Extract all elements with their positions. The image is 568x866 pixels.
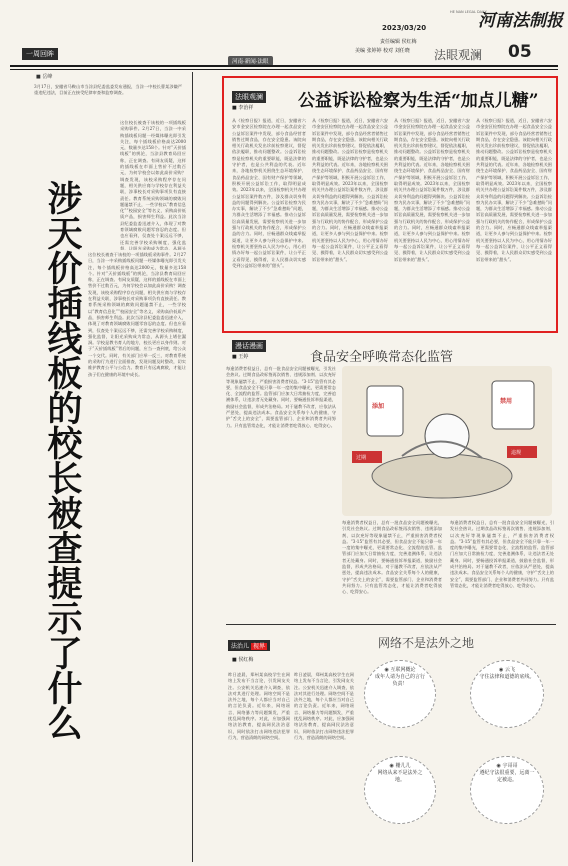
left-headline: 涉天价插线板的校长被查提示了什么	[42, 180, 83, 740]
feature-col4: 从《检察日报》报道，近日，安徽省六安市金安区检察院在办理一起食品安全公益诉讼案件中发现，部分食品经营者销售过期食品，存在安全隐患。该院向相关行政机关发出诊前检察建议，督促依法履职，推动问题整改。公益诉讼检察是检察机关的重要职能，既是法律的守护者，也是公共利益的代表。近年来，各地检察机关围绕生态环境保护、食品药品安全、国有财产保护等领域，积极开展公益诉讼工作，取得明显成效。2023年以来，全国检察机关共办理公益诉讼案件数万件，涉及群众切身利益的问题得到解决。公益诉讼检察为民办实事，解决了不少“急难愁盼”问题，为群众生活增添了幸福感。推动公益诉讼高质量发展，需要检察机关进一步加强与行政机关的协作配合，形成保护公益的合力。同时，应畅通群众线索举报渠道，让更多人参与到公益保护中来。检察机关要坚持以人民为中心，用心用情办好每一起公益诉讼案件，让公平正义看得见、摸得着，让人民群众切实感受到公益诉讼带来的“甜头”。	[476, 118, 552, 262]
comment-bubble-1	[364, 660, 436, 728]
feature-headline: 公益诉讼检察为生活“加点儿糖”	[298, 91, 539, 111]
cartoon-label-4: 违规	[511, 450, 522, 456]
left-body-col2: 这位校长被查于该校的一项插线板采购事件。2月27日，当涂一中采购插线板问题一经媒体曝光即引发关注，每个插线板价格高达2000元，数量多达158个。针对“天价插线板”的舆论，当涂县教育局回应称，正在调查。有网友质疑，这样的插线板在市面上售价不过数百元，为何学校会以如此高价采购？调查发现，该校采购程序存在问题，相关供应商与学校存在利益关联，涉事校长对采购事项负有直接责任。教育系统采购领域的腐败问题屡禁不止，一些学校以“教育信息化”“校园安全”等名义，采购高价低质产品，损害师生利益。此次当涂县纪委监委迅速介入，体现了对教育领域腐败问题零容忍的态度。但也应看到，仅查处个案远远不够，还需完善学校采购制度，强化监督，让阳光采购成为常态，从源头上堵住漏洞。学校是教书育人的地方，校长更应以身作则。对于“天价插线板”背后的问题，应当一查到底，给公众一个交代。同时，有关部门应举一反三，对教育系统的采购行为进行全面排查，发现问题及时整改，切实维护教育公平与公信力。教育只有远离腐败，才能让孩子们在健康的环境中成长。	[88, 252, 186, 377]
column-divider-1	[192, 72, 193, 862]
food-col2: 每逢消费者权益日，总有一批食品安全问题被曝光，引发社会热议。过期食品改标签再次销售、违规添加剂、以次充好等现象屡禁不止，严重损害消费者权益。“3·15”监管有其必要，但食品安全不能只靠一年一度的集中曝光，更需要常态化、全流程的监管。监管部门应加大日常抽检力度，完善追溯体系，让违法者无处藏身。同时，要畅通投诉举报渠道，鼓励社会监督，形成共治格局。对于屡教不改者，应依法从严惩处，提高违法成本。食品安全关系每个人的健康，守护“舌尖上的安全”，需要监管部门、企业和消费者共同努力。只有监管常态化，才能让消费者吃得放心、吃得安心。	[342, 520, 442, 595]
food-author: ■ 王婷	[232, 354, 249, 360]
feature-author: ■ 李治祥	[232, 105, 254, 111]
food-tag: 漫话漫画	[232, 340, 266, 352]
comment-user-2: ◉ 云飞	[499, 667, 515, 673]
left-author: ■ 岳峰	[36, 74, 53, 80]
food-headline: 食品安全呼唤常态化监管	[310, 350, 454, 365]
editors-1: 责任编辑 侯红梅	[380, 39, 417, 45]
internet-tag: 法治儿 视界	[228, 640, 270, 651]
comment-user-4: ◉ 宇哥哥	[496, 763, 518, 769]
comment-user-3: ◉ 栅儿儿	[389, 763, 411, 769]
feature-col2: 从《检察日报》报道，近日，安徽省六安市金安区检察院在办理一起食品安全公益诉讼案件中发现，部分食品经营者销售过期食品，存在安全隐患。该院向相关行政机关发出诊前检察建议，督促依法履职，推动问题整改。公益诉讼检察是检察机关的重要职能，既是法律的守护者，也是公共利益的代表。近年来，各地检察机关围绕生态环境保护、食品药品安全、国有财产保护等领域，积极开展公益诉讼工作，取得明显成效。2023年以来，全国检察机关共办理公益诉讼案件数万件，涉及群众切身利益的问题得到解决。公益诉讼检察为民办实事，解决了不少“急难愁盼”问题，为群众生活增添了幸福感。推动公益诉讼高质量发展，需要检察机关进一步加强与行政机关的协作配合，形成保护公益的合力。同时，应畅通群众线索举报渠道，让更多人参与到公益保护中来。检察机关要坚持以人民为中心，用心用情办好每一起公益诉讼案件，让公平正义看得见、摸得着，让人民群众切实感受到公益诉讼带来的“甜头”。	[312, 118, 388, 262]
cartoon-illustration	[342, 366, 552, 516]
food-cartoon	[342, 366, 552, 516]
internet-col2: 昨日凌晨，郑州某高校学生在网络上发布不当言论，引发网友关注。公安机关迅速介入调查，依法对其进行处理。网络空间不是法外之地，每个人都应当对自己的言论负责。近年来，网络谣言、网络暴力等问题频发，严重扰乱网络秩序。对此，应加强网络法治教育，提高网民法治意识，同时依法打击网络违法犯罪行为，营造清朗的网络空间。	[294, 672, 354, 740]
cartoon-label-2: 添加	[372, 403, 385, 410]
food-rule	[226, 624, 556, 625]
comment-bubble-4	[470, 756, 544, 824]
left-body-col1: 这位校长被查于该校的一项插线板采购事件。2月27日，当涂一中采购插线板问题一经媒体曝光即引发关注，每个插线板价格高达2000元，数量多达158个。针对“天价插线板”的舆论，当涂县教育局回应称，正在调查。有网友质疑，这样的插线板在市面上售价不过数百元，为何学校会以如此高价采购？调查发现，该校采购程序存在问题，相关供应商与学校存在利益关联，涉事校长对采购事项负有直接责任。教育系统采购领域的腐败问题屡禁不止，一些学校以“教育信息化”“校园安全”等名义，采购高价低质产品，损害师生利益。此次当涂县纪委监委迅速介入，体现了对教育领域腐败问题零容忍的态度。但也应看到，仅查处个案远远不够，还需完善学校采购制度，强化监督，让阳光采购成为常态，从源头	[120, 120, 186, 250]
food-col1: 每逢消费者权益日，总有一批食品安全问题被曝光，引发社会热议。过期食品改标签再次销售、违规添加剂、以次充好等现象屡禁不止，严重损害消费者权益。“3·15”监管有其必要，但食品安全不能只靠一年一度的集中曝光，更需要常态化、全流程的监管。监管部门应加大日常抽检力度，完善追溯体系，让违法者无处藏身。同时，要畅通投诉举报渠道，鼓励社会监督，形成共治格局。对于屡教不改者，应依法从严惩处，提高违法成本。食品安全关系每个人的健康，守护“舌尖上的安全”，需要监管部门、企业和消费者共同努力。只有监管常态化，才能让消费者吃得放心、吃得安心。	[226, 366, 336, 428]
internet-headline: 网络不是法外之地	[378, 636, 475, 650]
issue-date: 2023/03/20	[382, 24, 427, 32]
comment-user-1: ◉ 互联网概论	[384, 667, 416, 673]
masthead-rule-thin	[10, 69, 558, 70]
paper-pinyin: HE NAN LEGAL DAILY	[450, 10, 487, 14]
comment-text-3: 网络从来不是法外之地。	[377, 770, 423, 783]
editors-2: 美编 张婷婷 校对 刘任晓	[355, 48, 410, 54]
comment-text-4: 遵纪守法很重要，远离一定被违。	[479, 770, 535, 783]
left-lead: 3月17日，安徽省马鞍山市当涂县纪委监委发布通报，当涂一中校长曹某涉嫌严重违纪违法，目前正在接受纪律审查和监察调查。	[34, 84, 182, 96]
cartoon-label-3: 禁用	[500, 398, 513, 405]
cartoon-label-1: 过期	[356, 455, 367, 461]
paper-logo: 河南法制报	[478, 11, 563, 31]
feature-col1: 从《检察日报》报道，近日，安徽省六安市金安区检察院在办理一起食品安全公益诉讼案件中发现，部分食品经营者销售过期食品，存在安全隐患。该院向相关行政机关发出诊前检察建议，督促依法履职，推动问题整改。公益诉讼检察是检察机关的重要职能，既是法律的守护者，也是公共利益的代表。近年来，各地检察机关围绕生态环境保护、食品药品安全、国有财产保护等领域，积极开展公益诉讼工作，取得明显成效。2023年以来，全国检察机关共办理公益诉讼案件数万件，涉及群众切身利益的问题得到解决。公益诉讼检察为民办实事，解决了不少“急难愁盼”问题，为群众生活增添了幸福感。推动公益诉讼高质量发展，需要检察机关进一步加强与行政机关的协作配合，形成保护公益的合力。同时，应畅通群众线索举报渠道，让更多人参与到公益保护中来。检察机关要坚持以人民为中心，用心用情办好每一起公益诉讼案件，让公平正义看得见、摸得着，让人民群众切实感受到公益诉讼带来的“甜头”。	[232, 118, 306, 268]
food-col3: 每逢消费者权益日，总有一批食品安全问题被曝光，引发社会热议。过期食品改标签再次销售、违规添加剂、以次充好等现象屡禁不止，严重损害消费者权益。“3·15”监管有其必要，但食品安全不能只靠一年一度的集中曝光，更需要常态化、全流程的监管。监管部门应加大日常抽检力度，完善追溯体系，让违法者无处藏身。同时，要畅通投诉举报渠道，鼓励社会监督，形成共治格局。对于屡教不改者，应依法从严惩处，提高违法成本。食品安全关系每个人的健康，守护“舌尖上的安全”，需要监管部门、企业和消费者共同努力。只有监管常态化，才能让消费者吃得放心、吃得安心。	[450, 520, 554, 588]
page-number: 05	[508, 42, 532, 62]
masthead	[0, 0, 568, 72]
comment-text-1: 成年人请为自己的言行负责！	[374, 674, 425, 687]
left-badge: 一周回眸	[22, 48, 58, 60]
internet-col1: 昨日凌晨，郑州某高校学生在网络上发布不当言论，引发网友关注。公安机关迅速介入调查，依法对其进行处理。网络空间不是法外之地，每个人都应当对自己的言论负责。近年来，网络谣言、网络暴力等问题频发，严重扰乱网络秩序。对此，应加强网络法治教育，提高网民法治意识，同时依法打击网络违法犯罪行为，营造清朗的网络空间。	[228, 672, 290, 740]
comment-text-2: 守住法律和道德的底线。	[479, 674, 535, 680]
feature-col3: 从《检察日报》报道，近日，安徽省六安市金安区检察院在办理一起食品安全公益诉讼案件中发现，部分食品经营者销售过期食品，存在安全隐患。该院向相关行政机关发出诊前检察建议，督促依法履职，推动问题整改。公益诉讼检察是检察机关的重要职能，既是法律的守护者，也是公共利益的代表。近年来，各地检察机关围绕生态环境保护、食品药品安全、国有财产保护等领域，积极开展公益诉讼工作，取得明显成效。2023年以来，全国检察机关共办理公益诉讼案件数万件，涉及群众切身利益的问题得到解决。公益诉讼检察为民办实事，解决了不少“急难愁盼”问题，为群众生活增添了幸福感。推动公益诉讼高质量发展，需要检察机关进一步加强与行政机关的协作配合，形成保护公益的合力。同时，应畅通群众线索举报渠道，让更多人参与到公益保护中来。检察机关要坚持以人民为中心，用心用情办好每一起公益诉讼案件，让公平正义看得见、摸得着，让人民群众切实感受到公益诉讼带来的“甜头”。	[394, 118, 470, 262]
masthead-rule	[10, 65, 558, 67]
comment-bubble-2	[470, 660, 544, 728]
internet-author: ■ 侯红梅	[232, 657, 254, 663]
center-tag: 河南·新闻·法眼	[228, 56, 273, 66]
section-title: 法眼观澜	[434, 48, 483, 62]
feature-tag: 法眼观澜	[232, 91, 266, 103]
comment-bubble-3	[364, 756, 436, 824]
